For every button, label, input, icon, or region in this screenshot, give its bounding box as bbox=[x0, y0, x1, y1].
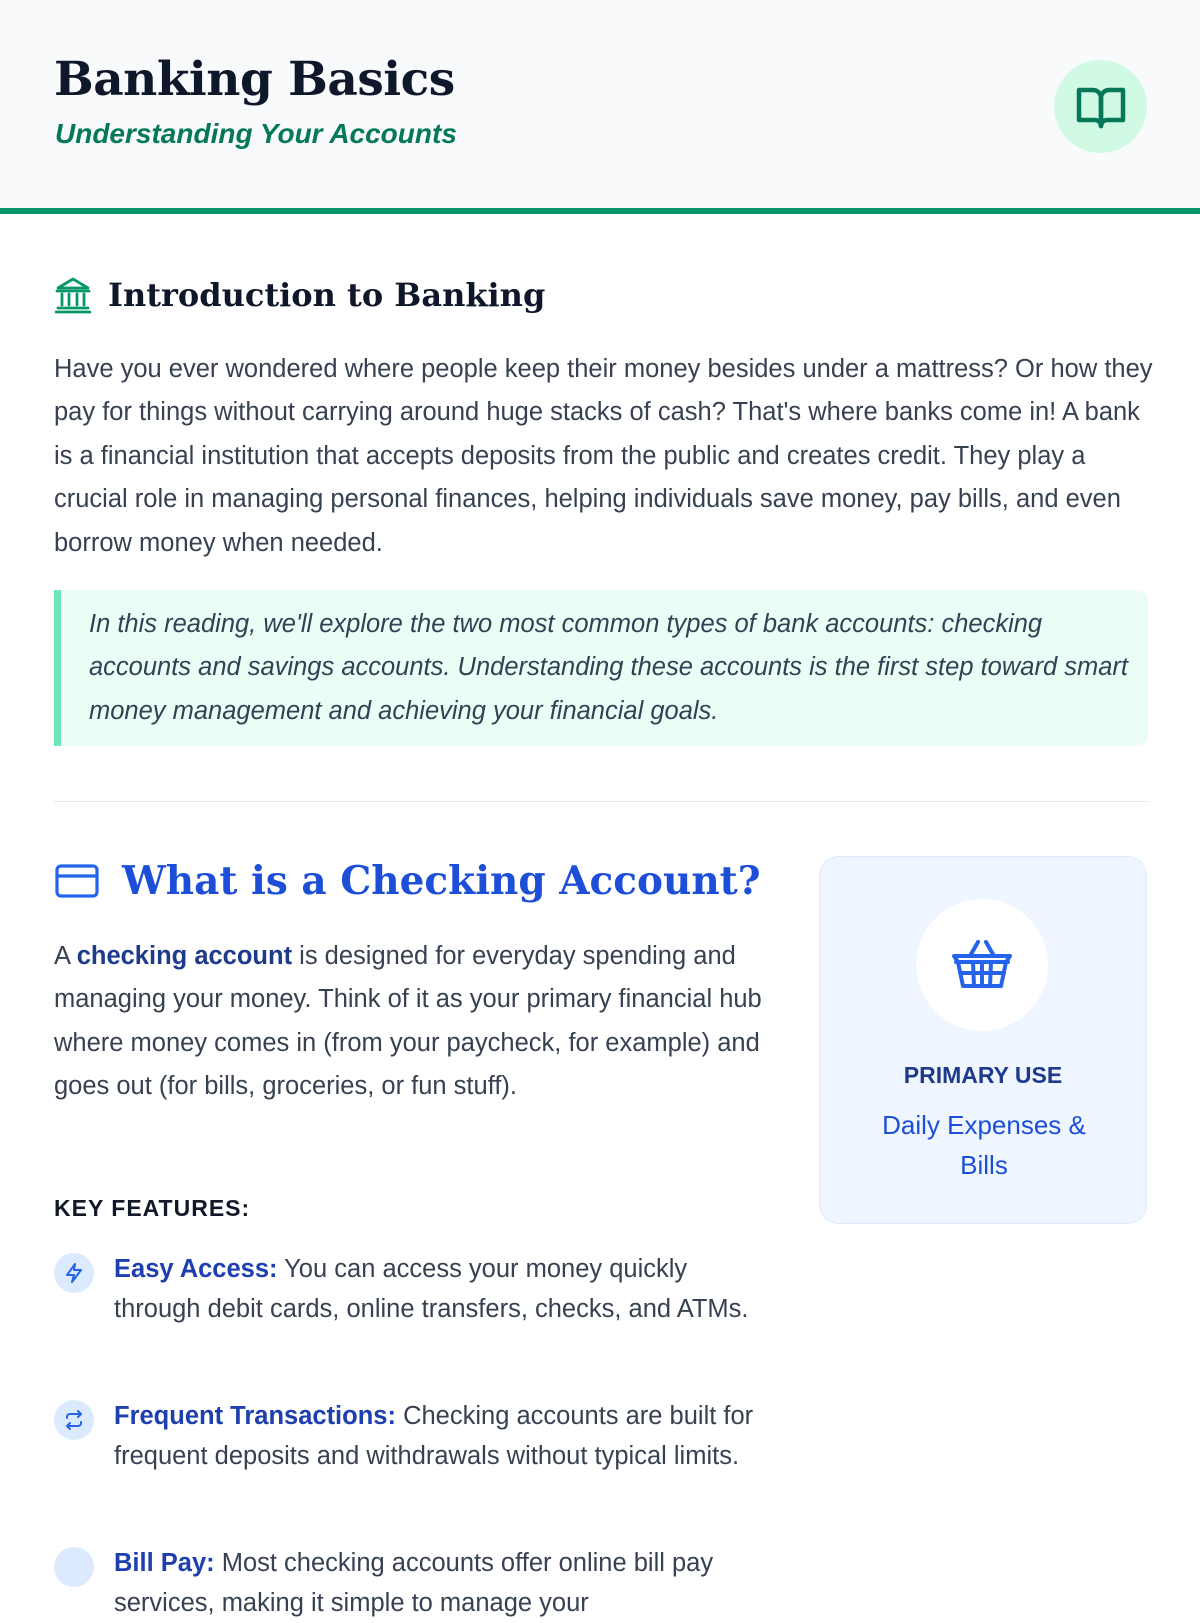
feature-label: Frequent Transactions: bbox=[114, 1402, 396, 1430]
feature-label: Bill Pay: bbox=[114, 1549, 215, 1577]
feature-label: Easy Access: bbox=[114, 1255, 278, 1283]
feature-description: You can access your money quickly through debit cards, online transfers, checks, and ATMs. bbox=[114, 1255, 749, 1323]
key-features-heading: KEY FEATURES: bbox=[54, 1195, 251, 1221]
feature-text bbox=[114, 1249, 774, 1329]
feature-text bbox=[114, 1396, 774, 1476]
primary-use-value: Daily Expenses & Bills bbox=[882, 1110, 1086, 1180]
bill-icon bbox=[54, 1547, 94, 1587]
section-divider bbox=[54, 801, 1148, 802]
page-subtitle: Understanding Your Accounts bbox=[55, 118, 457, 149]
feature-item-frequent-transactions bbox=[54, 1396, 774, 1476]
intro-callout bbox=[54, 590, 1148, 746]
lightning-icon bbox=[54, 1253, 94, 1293]
intro-paragraph: Have you ever wondered where people keep their money besides under a mattress? Or how they pay for things without carrying around huge stacks of cash? That's where banks come in! A bank is a financial institution that accepts deposits from the public and creates credit. They play a crucial role in managing personal finances, helping individuals save money, pay bills, and even borrow money when needed. bbox=[54, 355, 1153, 557]
checking-term: checking account bbox=[76, 942, 293, 970]
checking-title: What is a Checking Account? bbox=[122, 858, 761, 904]
feature-description: Checking accounts are built for frequent deposits and withdrawals without typical limits. bbox=[114, 1402, 754, 1470]
transfer-arrows-icon bbox=[54, 1400, 94, 1440]
primary-use-label: PRIMARY USE bbox=[903, 1062, 1063, 1088]
callout-text: In this reading, we'll explore the two most common types of bank accounts: checking accounts and savings accounts. Understanding these accounts is the first step toward smart money management and achieving your financial goals. bbox=[89, 610, 1128, 725]
feature-text bbox=[114, 1543, 774, 1623]
checking-paragraph bbox=[54, 935, 774, 1109]
open-book-icon bbox=[1054, 60, 1147, 153]
feature-item-easy-access bbox=[54, 1249, 774, 1329]
icon-circle bbox=[916, 899, 1048, 1031]
intro-heading bbox=[54, 276, 545, 314]
page-title: Banking Basics bbox=[54, 52, 455, 107]
credit-card-icon bbox=[54, 858, 100, 904]
checking-heading bbox=[54, 858, 761, 904]
bank-building-icon bbox=[54, 276, 92, 314]
feature-description: Most checking accounts offer online bill pay services, making it simple to manage your bbox=[114, 1549, 714, 1617]
feature-item-bill-pay bbox=[54, 1543, 774, 1623]
checking-para-rest: is designed for everyday spending and managing your money. Think of it as your primary financial hub where money comes in (from your paycheck, for example) and goes out (for bills, groceries, or fun stuff). bbox=[54, 942, 762, 1101]
page-header bbox=[0, 0, 1200, 214]
shopping-basket-icon bbox=[950, 938, 1014, 992]
primary-use-card bbox=[819, 856, 1147, 1224]
checking-para-prefix: A bbox=[54, 942, 77, 970]
intro-title: Introduction to Banking bbox=[108, 276, 546, 314]
